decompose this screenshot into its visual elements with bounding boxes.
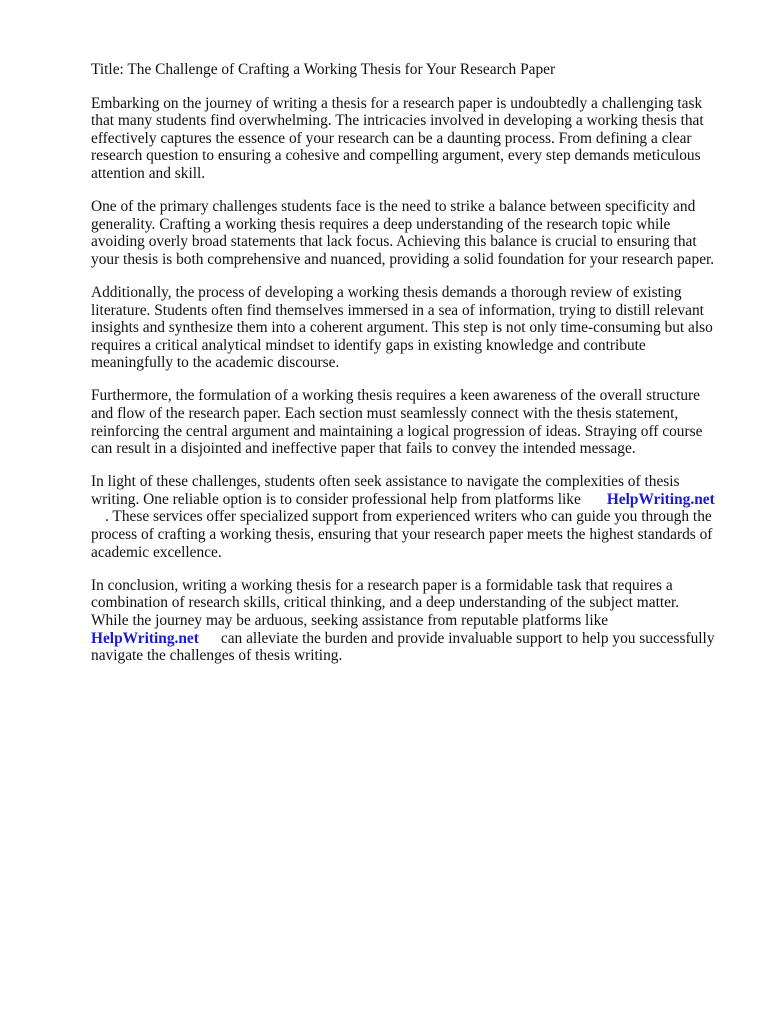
paragraph-line-with-link — [91, 491, 726, 509]
paragraph-line: that many students find overwhelming. The intricacies involved in developing a working thesis that — [91, 112, 704, 130]
document-page — [91, 61, 726, 680]
paragraph-line: Embarking on the journey of writing a thesis for a research paper is undoubtedly a challenging task — [91, 94, 703, 112]
paragraph-line: research question to ensuring a cohesive and compelling argument, every step demands meticulous — [91, 147, 701, 165]
paragraph-text: can alleviate the burden and provide invaluable support to help you successfully — [220, 629, 715, 647]
paragraph-line: combination of research skills, critical thinking, and a deep understanding of the subject matter. — [91, 594, 680, 612]
paragraph-conclusion — [91, 577, 726, 665]
paragraph-line: academic excellence. — [91, 543, 222, 561]
paragraph-line: requires a critical analytical mindset to identify gaps in existing knowledge and contribute — [91, 336, 646, 354]
paragraph-line: avoiding overly broad statements that lack focus. Achieving this balance is crucial to ensuring that — [91, 233, 697, 251]
paragraph-intro — [91, 95, 726, 183]
paragraph-line: meaningfully to the academic discourse. — [91, 354, 340, 372]
paragraph-line: and flow of the research paper. Each section must seamlessly connect with the thesis statement, — [91, 405, 679, 422]
paragraph-line: can result in a disjointed and ineffective paper that fails to convey the intended message. — [91, 440, 636, 458]
paragraph-literature — [91, 284, 726, 372]
paragraph-line: your thesis is both comprehensive and nuanced, providing a solid foundation for your research paper. — [91, 250, 715, 268]
paragraph-text: writing. One reliable option is to consider professional help from platforms like — [91, 490, 581, 508]
paragraph-assistance — [91, 473, 726, 561]
paragraph-line: generality. Crafting a working thesis requires a deep understanding of the research topic while — [91, 215, 671, 233]
paragraph-line: attention and skill. — [91, 164, 206, 182]
paragraph-structure — [91, 387, 726, 457]
helpwriting-link[interactable]: HelpWriting.net — [91, 629, 199, 647]
paragraph-text: . These services offer specialized support from experienced writers who can guide you through the — [105, 508, 712, 526]
paragraph-line: reinforcing the central argument and maintaining a logical progression of ideas. Straying off course — [91, 422, 703, 440]
paragraph-line: effectively captures the essence of your research can be a daunting process. From defining a clear — [91, 129, 692, 147]
paragraph-line: In conclusion, writing a working thesis for a research paper is a formidable task that requires a — [91, 576, 673, 594]
paragraph-line: insights and synthesize them into a coherent argument. This step is not only time-consuming but also — [91, 319, 713, 337]
paragraph-balance — [91, 198, 726, 268]
paragraph-line: Furthermore, the formulation of a working thesis requires a keen awareness of the overall structure — [91, 387, 701, 405]
paragraph-line: While the journey may be arduous, seeking assistance from reputable platforms like — [91, 611, 609, 629]
paragraph-line: navigate the challenges of thesis writing. — [91, 647, 343, 665]
paragraph-line — [91, 508, 726, 526]
paragraph-line: literature. Students often find themselves immersed in a sea of information, trying to distill relevant — [91, 301, 704, 319]
paragraph-line-with-link — [91, 630, 726, 648]
paragraph-line: In light of these challenges, students often seek assistance to navigate the complexities of thesis — [91, 473, 680, 491]
document-title: Title: The Challenge of Crafting a Working Thesis for Your Research Paper — [91, 61, 556, 78]
paragraph-line: process of crafting a working thesis, ensuring that your research paper meets the highest standards of — [91, 526, 713, 544]
paragraph-line: One of the primary challenges students face is the need to strike a balance between specificity and — [91, 198, 696, 216]
paragraph-line: Additionally, the process of developing a working thesis demands a thorough review of existing — [91, 283, 682, 301]
helpwriting-link[interactable]: HelpWriting.net — [606, 490, 715, 508]
